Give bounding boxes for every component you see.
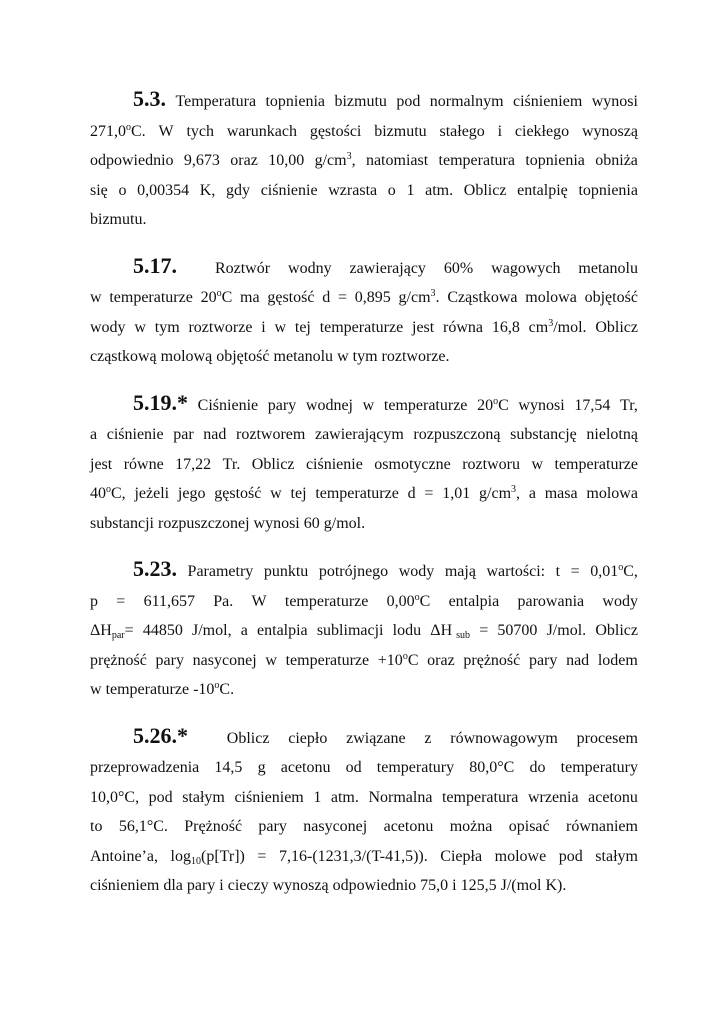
word: wynosi <box>253 514 300 532</box>
word: Normalna <box>368 788 433 806</box>
word: gdy <box>226 181 251 199</box>
word: Parametry <box>187 563 254 580</box>
word: molową <box>160 348 213 365</box>
word: pary <box>258 818 287 835</box>
word: molowa <box>525 289 577 306</box>
word: tej <box>290 485 307 502</box>
word: 0,01$^o$C, <box>590 562 638 580</box>
word: Ciśnienie <box>197 396 259 414</box>
word: wynosi <box>591 93 638 110</box>
text-line <box>90 812 638 842</box>
word: pary <box>155 651 184 669</box>
word: metanolu <box>578 259 638 277</box>
word: pary <box>186 877 216 894</box>
word: wynoszą <box>272 877 329 894</box>
word: = <box>337 289 348 306</box>
text-line <box>90 509 638 539</box>
word: 75,0 <box>420 877 449 894</box>
word: w <box>362 396 375 414</box>
word: pod <box>148 788 173 806</box>
word: topnienia <box>578 181 638 199</box>
word: = <box>570 563 580 580</box>
word: i <box>219 877 224 894</box>
word: W <box>251 592 267 610</box>
word: i <box>452 877 457 894</box>
word: temperaturze <box>383 396 468 414</box>
word: 16,8 <box>491 318 520 336</box>
problem-number: 5.26.* <box>133 722 188 748</box>
word: $g/cm^3$, <box>479 484 521 502</box>
text-line <box>90 205 638 235</box>
text-line <box>90 388 638 421</box>
text-line <box>90 479 638 509</box>
word: roztworze. <box>381 348 450 365</box>
word: Oblicz <box>251 455 295 473</box>
word: procesem <box>576 729 638 747</box>
word: -10$^o$C. <box>193 680 235 698</box>
word: Antoine’a, <box>90 847 158 865</box>
word: natomiast <box>365 152 429 169</box>
word: molowa <box>586 485 638 502</box>
word: = <box>116 592 126 610</box>
word: temperaturze <box>554 455 638 473</box>
word: 10,0°C, <box>90 788 140 806</box>
word: nad <box>203 426 227 443</box>
word: J/mol. <box>546 622 587 639</box>
word: tym <box>352 348 378 365</box>
word: cząstkową <box>90 348 157 365</box>
word: 40$^o$C, <box>90 484 126 502</box>
word: acetonu <box>588 788 638 806</box>
word: prężność <box>463 651 521 669</box>
word: tej <box>294 318 311 336</box>
text-line <box>90 313 638 343</box>
word: Tr. <box>222 455 241 473</box>
word: temperaturze <box>284 592 369 610</box>
word: z <box>424 729 432 747</box>
text-line <box>90 342 638 372</box>
word: acetonu <box>280 759 331 776</box>
word: rozpuszczoną <box>413 426 501 443</box>
text-line <box>90 450 638 480</box>
word: 1 <box>406 181 415 199</box>
word: w <box>337 348 349 365</box>
word: bizmutu <box>334 93 387 110</box>
word: oraz <box>427 651 455 669</box>
word: 80,0°C <box>469 759 515 776</box>
word: a <box>240 622 248 639</box>
text-line <box>90 587 638 617</box>
word: ciśnienie <box>106 426 164 443</box>
text-line <box>90 842 638 872</box>
word: a <box>528 485 536 502</box>
word: nad <box>566 651 590 669</box>
word: $+10^oC$ <box>377 650 419 669</box>
word: obniża <box>595 152 638 169</box>
text-line <box>90 554 638 587</box>
word: zawierający <box>349 259 426 277</box>
word: wagowych <box>491 259 561 277</box>
problem-5-17 <box>90 251 638 372</box>
problem-5-23 <box>90 554 638 705</box>
word: Temperatura <box>175 93 257 110</box>
word: odpowiednio <box>332 877 417 894</box>
word: w <box>265 651 277 669</box>
word: $g/cm^3$. <box>398 288 440 306</box>
word: dla <box>163 877 183 894</box>
word: 9,673 <box>183 152 220 169</box>
word: ciśnienie <box>305 455 363 473</box>
text-line <box>90 251 638 284</box>
word: mają <box>444 563 476 580</box>
word: 1 <box>313 788 322 806</box>
word: ΔH $_{sub}$ <box>430 622 471 641</box>
word: 17,22 <box>175 455 212 473</box>
word: równowagowym <box>450 729 558 747</box>
word: zawierającym <box>314 426 404 443</box>
word: substancji <box>90 514 154 532</box>
word: rozpuszczonej <box>158 514 250 532</box>
word: lodu <box>392 622 422 639</box>
word: ciepło <box>288 729 328 747</box>
word: od <box>345 759 362 776</box>
text-line <box>90 117 638 147</box>
word: można <box>449 818 493 835</box>
word: Prężność <box>184 818 243 835</box>
word: lodem <box>597 651 638 669</box>
word: $\log_{10}(p[Tr])$ <box>170 847 245 867</box>
word: równa <box>443 318 484 336</box>
word: $cm^3$/mol. <box>528 317 587 336</box>
word: Roztwór <box>214 259 271 277</box>
text-line <box>90 146 638 176</box>
word: $g/cm^3$, <box>314 151 356 169</box>
word: temperaturze <box>105 681 190 698</box>
word: entalpię <box>517 181 568 199</box>
text-line <box>90 84 638 117</box>
word: wody <box>602 592 638 610</box>
word: temperaturze <box>285 651 370 669</box>
word: 611,657 <box>143 592 195 610</box>
word: entalpia <box>257 622 308 639</box>
word: Oblicz <box>595 318 638 336</box>
document-page <box>90 84 638 917</box>
word: gęstość <box>214 485 262 502</box>
problem-number: 5.23. <box>133 556 177 581</box>
word: 50700 <box>497 622 538 639</box>
word: w <box>274 318 287 336</box>
word: ciśnieniem <box>90 877 160 894</box>
word: g <box>257 759 266 776</box>
word: K). <box>545 877 567 894</box>
word: d <box>407 485 416 502</box>
word: temperaturze <box>315 485 399 502</box>
word: normalnym <box>429 93 504 110</box>
word: ma <box>240 289 260 306</box>
word: związane <box>346 729 406 747</box>
word: ciśnieniem <box>234 788 304 806</box>
word: Tr, <box>620 396 638 414</box>
word: to <box>90 818 103 835</box>
problem-5-19 <box>90 388 638 539</box>
word: 0,00$^o$C <box>386 591 431 610</box>
word: w <box>90 681 102 698</box>
word: acetonu <box>383 818 434 835</box>
word: bizmutu <box>374 122 427 140</box>
text-line <box>90 646 638 676</box>
word: 0,00354 <box>137 181 190 199</box>
word: pod <box>558 847 583 865</box>
word: par <box>173 426 194 443</box>
word: wody <box>398 563 435 580</box>
word: pary <box>528 651 558 669</box>
word: jego <box>177 485 206 502</box>
word: Ciepła <box>440 847 483 865</box>
word: wodnej <box>305 396 353 414</box>
word: wynosi <box>518 396 565 414</box>
word: parowania <box>517 592 585 610</box>
word: Oblicz <box>463 181 507 199</box>
word: 14,5 <box>214 759 243 776</box>
problem-5-26 <box>90 721 638 901</box>
word: roztworem <box>236 426 306 443</box>
word: tych <box>186 122 214 140</box>
word: p <box>90 592 98 610</box>
word: nasyconej <box>192 651 257 669</box>
word: masa <box>544 485 578 502</box>
word: wrzenia <box>527 788 579 806</box>
word: wartości: <box>486 563 546 580</box>
word: 20$^o$C <box>477 395 509 414</box>
word: w <box>531 455 544 473</box>
word: temperatury <box>376 759 455 776</box>
word: 0,895 <box>354 289 391 306</box>
word: 17,54 <box>574 396 611 414</box>
word: oraz <box>230 152 258 169</box>
word: Oblicz <box>595 622 638 639</box>
word: K, <box>199 181 216 199</box>
word: wynoszą <box>581 122 638 140</box>
word: przeprowadzenia <box>90 759 200 776</box>
word: a <box>90 426 98 443</box>
word: objętość <box>584 289 638 306</box>
word: warunkach <box>226 122 297 140</box>
word: bizmutu. <box>90 211 147 228</box>
word: d <box>322 289 331 306</box>
word: do <box>529 759 546 776</box>
word: 60% <box>443 259 474 277</box>
text-line <box>90 420 638 450</box>
word: = <box>424 485 434 502</box>
word: 125,5 <box>460 877 497 894</box>
word: 271,0$^o$C. <box>90 121 146 140</box>
word: stałym <box>182 788 225 806</box>
word: atm. <box>330 788 359 806</box>
word: w <box>90 289 102 306</box>
word: stałym <box>595 847 638 865</box>
text-line <box>90 721 638 754</box>
word: w <box>270 485 282 502</box>
word: $\Delta H_{par}=$ <box>90 622 134 641</box>
text-line <box>90 176 638 206</box>
word: równaniem <box>566 818 638 835</box>
text-line <box>90 675 638 705</box>
word: g/mol. <box>323 514 366 532</box>
word: atm. <box>425 181 454 199</box>
word: Cząstkowa <box>447 289 518 306</box>
word: t <box>555 563 561 580</box>
word: równe <box>123 455 164 473</box>
word: entalpia <box>448 592 500 610</box>
text-line <box>90 616 638 646</box>
word: roztworze <box>188 318 253 336</box>
word: Oblicz <box>226 729 270 747</box>
word: ciekłego <box>514 122 570 140</box>
word: w <box>134 318 146 336</box>
word: jest <box>412 318 435 336</box>
word: objętość <box>216 348 270 365</box>
word: sublimacji <box>316 622 384 639</box>
word: topnienia <box>265 93 326 110</box>
word: 20$^o$C <box>200 288 233 306</box>
word: się <box>90 181 108 199</box>
word: molowe <box>494 847 547 865</box>
word: o <box>387 181 396 199</box>
word: 60 <box>303 514 320 532</box>
word: W <box>158 122 174 140</box>
problem-5-3 <box>90 84 638 235</box>
word: J/(mol <box>500 877 542 894</box>
word: opisać <box>508 818 550 835</box>
word: punktu <box>263 563 309 580</box>
word: wzrasta <box>328 181 378 199</box>
word: wodny <box>288 259 332 277</box>
word: jest <box>90 455 113 473</box>
word: o <box>118 181 127 199</box>
text-line <box>90 871 638 901</box>
problem-number: 5.17. <box>133 252 177 278</box>
word: gęstość <box>267 289 315 306</box>
word: ciśnieniem <box>512 93 583 110</box>
word: pod <box>396 93 421 110</box>
word: potrójnego <box>318 563 389 580</box>
word: topnienia <box>525 152 585 169</box>
text-line <box>90 783 638 813</box>
word: roztworu <box>462 455 520 473</box>
word: odpowiednio <box>90 152 174 169</box>
word: gęstości <box>309 122 362 140</box>
word: 56,1°C. <box>118 818 168 835</box>
word: ciśnienie <box>260 181 318 199</box>
word: osmotyczne <box>374 455 451 473</box>
word: temperaturze <box>319 318 404 336</box>
word: 1,01 <box>442 485 471 502</box>
problem-number: 5.3. <box>133 86 166 111</box>
word: cieczy <box>227 877 269 894</box>
word: = <box>257 847 267 865</box>
word: 10,00 <box>268 152 305 169</box>
word: stałego <box>439 122 485 140</box>
problem-number: 5.19.* <box>133 389 188 415</box>
word: temperatury <box>560 759 638 776</box>
word: i <box>261 318 266 336</box>
word: 44850 <box>142 622 183 639</box>
text-line <box>90 283 638 313</box>
word: wody <box>90 318 126 336</box>
word: i <box>497 122 503 140</box>
word: temperaturze <box>109 289 193 306</box>
word: substancję <box>510 426 577 443</box>
word: J/mol, <box>192 622 232 639</box>
word: jeżeli <box>134 485 170 502</box>
word: nasyconej <box>303 818 368 835</box>
word: tym <box>154 318 180 336</box>
word: = <box>479 622 489 639</box>
word: metanolu <box>273 348 334 365</box>
text-line <box>90 753 638 783</box>
word: 7,16-(1231,3/(T-41,5)). <box>279 847 428 865</box>
word: temperatura <box>441 788 519 806</box>
word: temperatura <box>438 152 515 169</box>
word: prężność <box>90 651 147 669</box>
word: pary <box>267 396 297 414</box>
word: nielotną <box>586 426 638 443</box>
word: Pa. <box>213 592 234 610</box>
